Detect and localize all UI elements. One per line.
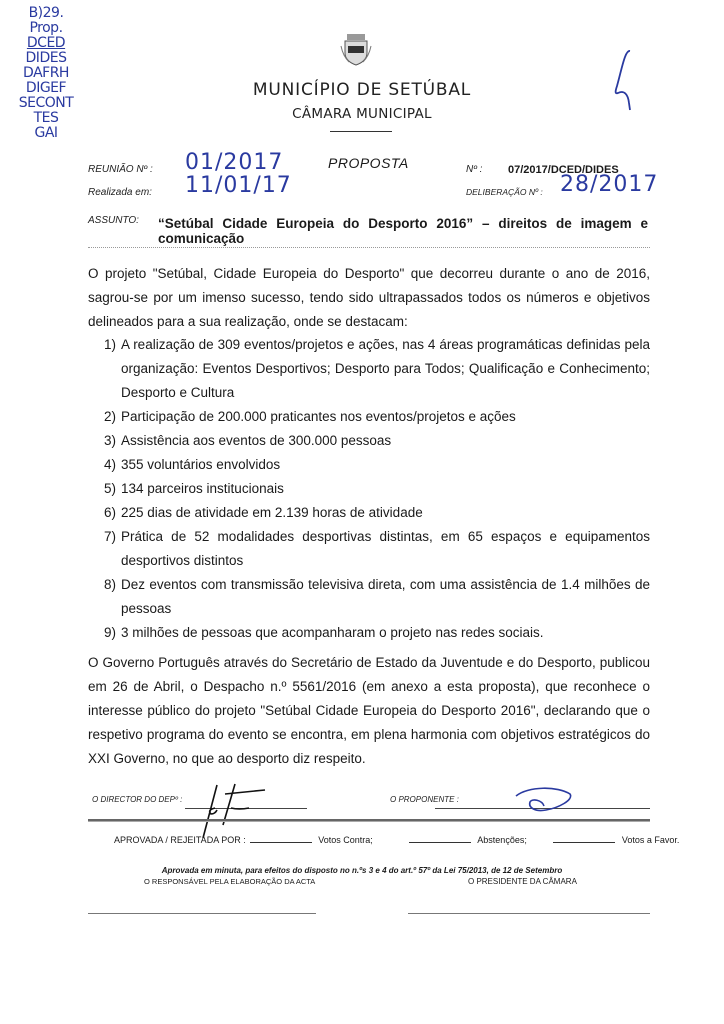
margin-note: SECONT bbox=[18, 95, 74, 111]
realizada-value: 11/01/17 bbox=[185, 173, 292, 198]
margin-note: TES bbox=[33, 110, 59, 126]
margin-note: DAFRH bbox=[23, 65, 69, 81]
abstentions-field[interactable] bbox=[409, 833, 471, 843]
council-subtitle: CÂMARA MUNICIPAL bbox=[292, 106, 432, 122]
director-label: O DIRECTOR DO DEPº : bbox=[92, 795, 183, 804]
margin-note: Prop. bbox=[29, 20, 63, 36]
deliberacao-value: 28/2017 bbox=[560, 172, 659, 197]
reuniao-label: REUNIÃO Nº : bbox=[88, 164, 153, 175]
subject-divider bbox=[88, 247, 650, 248]
header-divider bbox=[330, 131, 392, 132]
assunto-label: ASSUNTO: bbox=[88, 215, 139, 226]
margin-note: DCED bbox=[26, 35, 66, 51]
list-item: 8) Dez eventos com transmissão televisiva direta, com uma assistência de 1.4 milhões de pessoas bbox=[104, 577, 650, 616]
list-item: 1) A realização de 309 eventos/projetos e ações, nas 4 áreas programáticas definidas pela organização: Eventos Desportivos; Desporto para Todos; Qualificação e Conhecimento; Desporto e Cultura bbox=[104, 337, 650, 400]
list-item: 4) 355 voluntários envolvidos bbox=[104, 457, 281, 472]
presidente-signature-line bbox=[408, 913, 650, 914]
votes-against-label: Votos Contra; bbox=[318, 835, 373, 845]
signature-divider bbox=[88, 819, 650, 822]
margin-note: B)29. bbox=[28, 5, 64, 21]
responsavel-label: O RESPONSÁVEL PELA ELABORAÇÃO DA ACTA bbox=[144, 877, 316, 886]
numero-value: 07/2017/DCED/DIDES bbox=[508, 164, 619, 176]
votes-for-label: Votos a Favor. bbox=[621, 835, 680, 845]
proposta-heading: PROPOSTA bbox=[328, 155, 409, 171]
list-item: 6) 225 dias de atividade em 2.139 horas de atividade bbox=[104, 505, 423, 520]
margin-note: DIDES bbox=[25, 50, 67, 66]
intro-paragraph: O projeto "Setúbal, Cidade Europeia do Desporto" que decorreu durante o ano de 2016, sagrou-se por um imenso sucesso, tendo sido ultrapassados todos os números e objetivos delineados para a sua realização, onde se destacam: bbox=[88, 266, 650, 329]
margin-note: DIGEF bbox=[25, 80, 67, 96]
closing-paragraph: O Governo Português através do Secretário de Estado da Juventude e do Desporto, publicou em 26 de Abril, o Despacho n.º 5561/2016 (em anexo a esta proposta), que reconhece o interesse público do projeto "Setúbal Cidade Europeia do Desporto 2016", declarando que o respetivo programa do evento se encontra, em plena harmonia com objetivos estratégicos do XXI Governo, no que ao desporto diz respeito. bbox=[88, 655, 650, 766]
presidente-label: O PRESIDENTE DA CÂMARA bbox=[468, 877, 577, 886]
list-item: 5) 134 parceiros institucionais bbox=[104, 481, 284, 496]
assunto-value: “Setúbal Cidade Europeia do Desporto 2016” – direitos de imagem e comunicação bbox=[158, 216, 648, 246]
director-signature bbox=[195, 780, 285, 840]
responsavel-signature-line bbox=[88, 913, 316, 914]
list-item: 7) Prática de 52 modalidades desportivas distintas, em 65 espaços e equipamentos desportivos distintos bbox=[104, 529, 650, 568]
proponente-label: O PROPONENTE : bbox=[390, 795, 459, 804]
numero-label: Nº : bbox=[466, 164, 483, 175]
minute-approval-note: Aprovada em minuta, para efeitos do disposto no n.ºs 3 e 4 do art.º 57º da Lei 75/2013, de 12 de Setembro bbox=[161, 866, 563, 875]
vote-tally-row bbox=[114, 833, 679, 845]
votes-against-field[interactable] bbox=[250, 833, 312, 843]
proponente-signature bbox=[508, 784, 578, 819]
coat-of-arms-icon bbox=[339, 32, 373, 66]
list-item: 3) Assistência aos eventos de 300.000 pessoas bbox=[104, 433, 392, 448]
reuniao-value: 01/2017 bbox=[185, 150, 284, 175]
municipality-title: MUNICÍPIO DE SETÚBAL bbox=[252, 80, 472, 100]
list-item: 9) 3 milhões de pessoas que acompanharam o projeto nas redes sociais. bbox=[104, 625, 544, 640]
votes-for-field[interactable] bbox=[553, 833, 615, 843]
vote-prefix: APROVADA / REJEITADA POR : bbox=[114, 835, 246, 845]
margin-note: GAI bbox=[34, 125, 58, 141]
list-item: 2) Participação de 200.000 praticantes nos eventos/projetos e ações bbox=[104, 409, 516, 424]
realizada-label: Realizada em: bbox=[88, 187, 152, 198]
deliberacao-label: DELIBERAÇÃO Nº : bbox=[466, 187, 543, 197]
abstentions-label: Abstenções; bbox=[477, 835, 527, 845]
achievements-list bbox=[88, 333, 650, 645]
